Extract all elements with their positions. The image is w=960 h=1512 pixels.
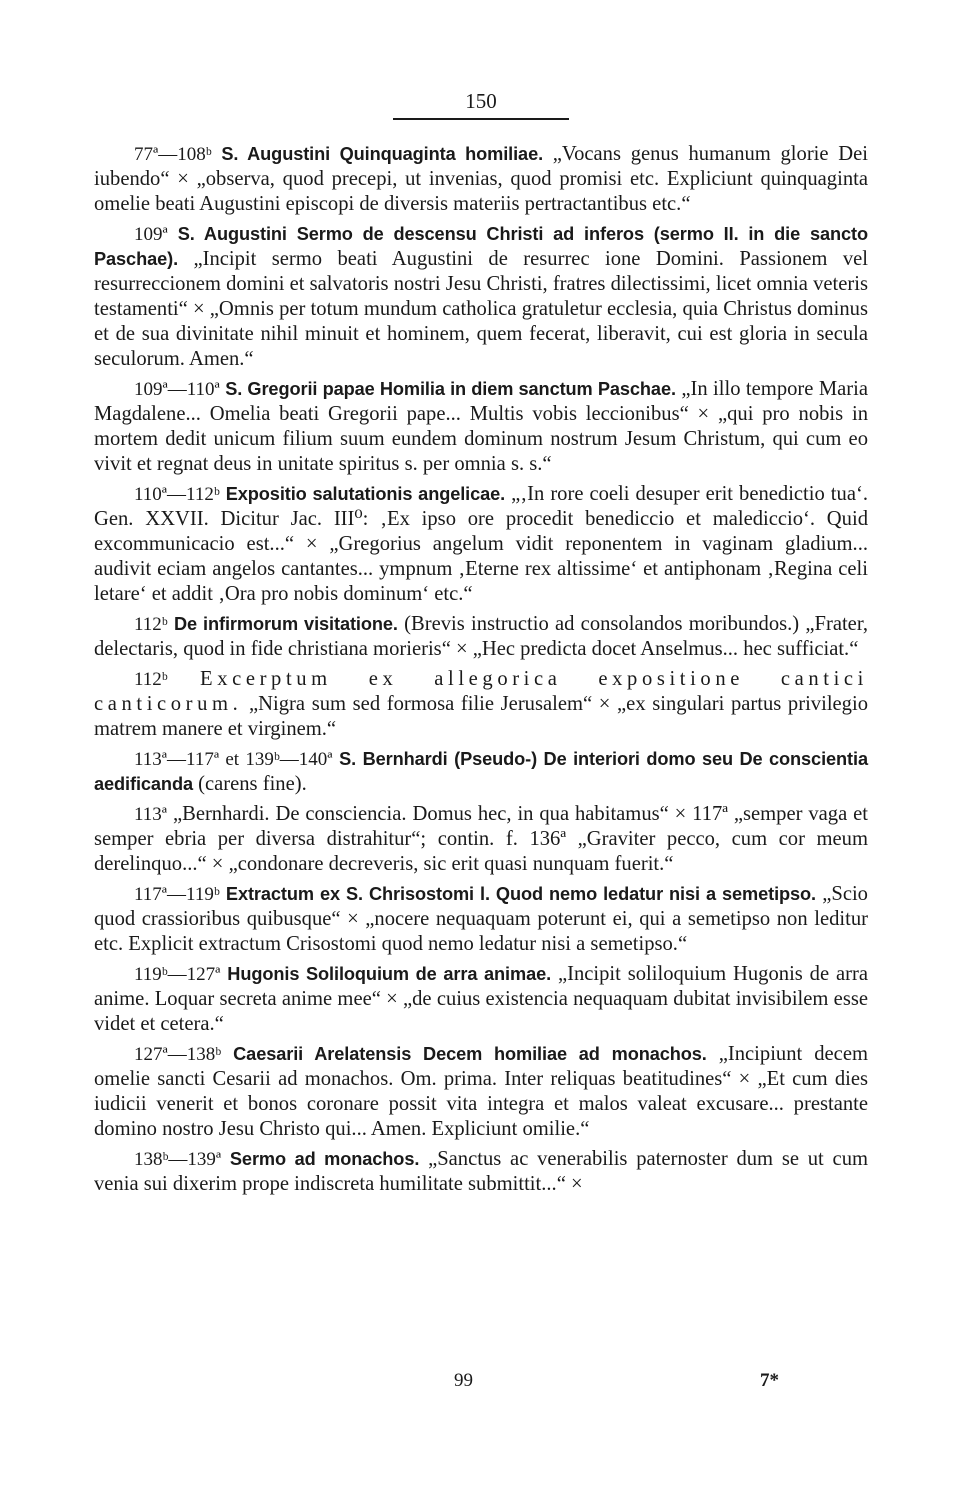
folio-ref: 117ª—119ᵇ	[134, 884, 220, 905]
catalog-entry	[94, 802, 868, 877]
folio-ref: 77ª—108ᵇ	[134, 144, 212, 165]
entry-list	[94, 142, 868, 1197]
catalog-entry	[94, 377, 868, 477]
entry-title: S. Gregorii papae Homilia in diem sanctum Paschae.	[225, 379, 676, 399]
folio-ref: 138ᵇ—139ª	[134, 1149, 222, 1170]
page-number: 150	[465, 89, 497, 113]
entry-title: De infirmorum visitatione.	[173, 614, 398, 634]
entry-body: „Scio quod crassioribus quibusque“ × „nocere nequaquam poterunt ei, qui a semetipso non leditur etc. Explicit extractum Crisostomi quod nemo ledatur nisi a semetipso.“	[94, 883, 868, 955]
folio-ref: 113ª—117ª et 139ᵇ—140ª	[134, 749, 333, 770]
folio-ref: 112ᵇ	[134, 614, 168, 635]
signature-mark: 7*	[760, 1370, 779, 1391]
catalog-entry	[94, 1042, 868, 1142]
catalog-entry	[94, 747, 868, 797]
entry-body: (Brevis instructio ad consolandos moribundos.) „Frater, delectaris, quod in fide christiana morieris“ × „Hec predicta docet Anselmus... hec sufficiat.“	[94, 613, 869, 660]
folio-ref: 127ª—138ᵇ	[134, 1044, 222, 1065]
entry-title: S. Augustini Sermo de descensu Christi ad inferos (sermo II. in die sancto Paschae).	[94, 224, 868, 269]
catalog-entry	[94, 612, 868, 662]
catalog-entry	[94, 882, 868, 957]
entry-body: „‚In rore coeli desuper erit benedictio tua‘. Gen. XXVII. Dicitur Jac. III⁰: ‚Ex ipso ore procedit benediccio et malediccio‘. Quid excommunicacio est...“ × „Gregorius angelum vidit reponentem in vaginam gladium... audivit eciam angelos cantantes... ympnum ‚Eterne rex altissime‘ et antiphonam ‚Regina celi letare‘ et addit ‚Ora pro nobis dominum‘ etc.“	[94, 483, 868, 605]
entry-title: S. Augustini Quinquaginta homiliae.	[221, 144, 544, 164]
folio-ref: 110ª—112ᵇ	[134, 484, 220, 505]
entry-body: „Incipiunt decem omelie sancti Cesarii ad monachos. Om. prima. Inter reliquas beatitudines“ × „Et cum dies iudicii venerit et bonos coronare possit vita integra et malos valeat excusare... prestante domino nostro Jesu Christo qui... Amen. Expliciunt omilie.“	[94, 1043, 868, 1140]
entry-body: „Bernhardi. De consciencia. Domus hec, in qua habitamus“ × 117ª „semper vaga et semper ebria per diversa distrahitur“; contin. f. 136ª „Graviter pecco, cum cor meum derelinquo...“ × „condonare decreveris, sic erit quasi nunquam fuerit.“	[94, 803, 868, 875]
page-header	[94, 88, 868, 120]
folio-ref: 109ª—110ª	[134, 379, 220, 400]
entry-title-spaced: Excerptum ex allegorica expositione cantici canticorum.	[94, 668, 868, 715]
entry-body: „In illo tempore Maria Magdalene... Omelia beati Gregorii pape... Multis vobis leccionibus“ × „qui pro nobis in mortem dedit unicum filium suum eundem dominum nostrum Jesum Christum, qui cum eo vivit et regnat deus in unitate spiritus s. per omnia s. s.“	[94, 378, 868, 475]
entry-body: „Sanctus ac venerabilis paternoster dum se ut cum venia sui dixerim prope indiscreta humilitate submittit...“ ×	[94, 1148, 869, 1195]
catalog-entry	[94, 1147, 868, 1197]
catalog-entry	[94, 482, 868, 607]
folio-ref: 109ª	[134, 224, 168, 245]
catalog-entry	[94, 667, 868, 742]
entry-body: „Vocans genus humanum glorie Dei iubendo“ × „observa, quod precepi, ut invenias, quod promisi etc. Expliciunt quinquaginta omelie beati Augustini episcopi de diversis materiis pertractantibus etc.“	[94, 143, 868, 215]
entry-body: „Nigra sum sed formosa filie Jerusalem“ × „ex singulari partus privilegio matrem manere et virginem.“	[94, 693, 868, 740]
entry-body: „Incipit soliloquium Hugonis de arra anime. Loquar secreta anime mee“ × „de cuius existencia nequaquam dubitat invisibilem esse videt et cetera.“	[94, 963, 868, 1035]
page-footer	[94, 1368, 868, 1398]
entry-title: Expositio salutationis angelicae.	[225, 484, 506, 504]
entry-title: Hugonis Soliloquium de arra animae.	[227, 964, 552, 984]
folio-ref: 119ᵇ—127ª	[134, 964, 221, 985]
catalog-entry	[94, 962, 868, 1037]
catalog-entry	[94, 142, 868, 217]
document-page	[94, 88, 869, 1391]
footer-folio: 99	[454, 1370, 473, 1391]
entry-title: Caesarii Arelatensis Decem homiliae ad monachos.	[233, 1044, 707, 1064]
entry-body: „Incipit sermo beati Augustini de resurrec ione Domini. Passionem vel resurreccionem domini et salvatoris nostri Jesu Christi, fratres dilectissimi, licet omnia veteris testamenti“ × „Omnis per totum mundum catholica gratuletur ecclesia, quia Christus dominus et de sua divinitate nihil minuit et hominem, quem fecerat, liberavit, cui est gloria in secula seculorum. Amen.“	[94, 248, 869, 370]
folio-ref: 113ª	[134, 804, 168, 825]
entry-title: Extractum ex S. Chrisostomi l. Quod nemo ledatur nisi a semetipso.	[225, 884, 817, 904]
header-rule	[393, 118, 569, 120]
folio-ref: 112ᵇ	[134, 669, 168, 690]
catalog-entry	[94, 222, 868, 372]
entry-title: Sermo ad monachos.	[229, 1149, 420, 1169]
entry-title: S. Bernhardi (Pseudo-) De interiori domo seu De conscientia aedificanda	[94, 749, 868, 794]
entry-body: (carens fine).	[198, 773, 307, 795]
